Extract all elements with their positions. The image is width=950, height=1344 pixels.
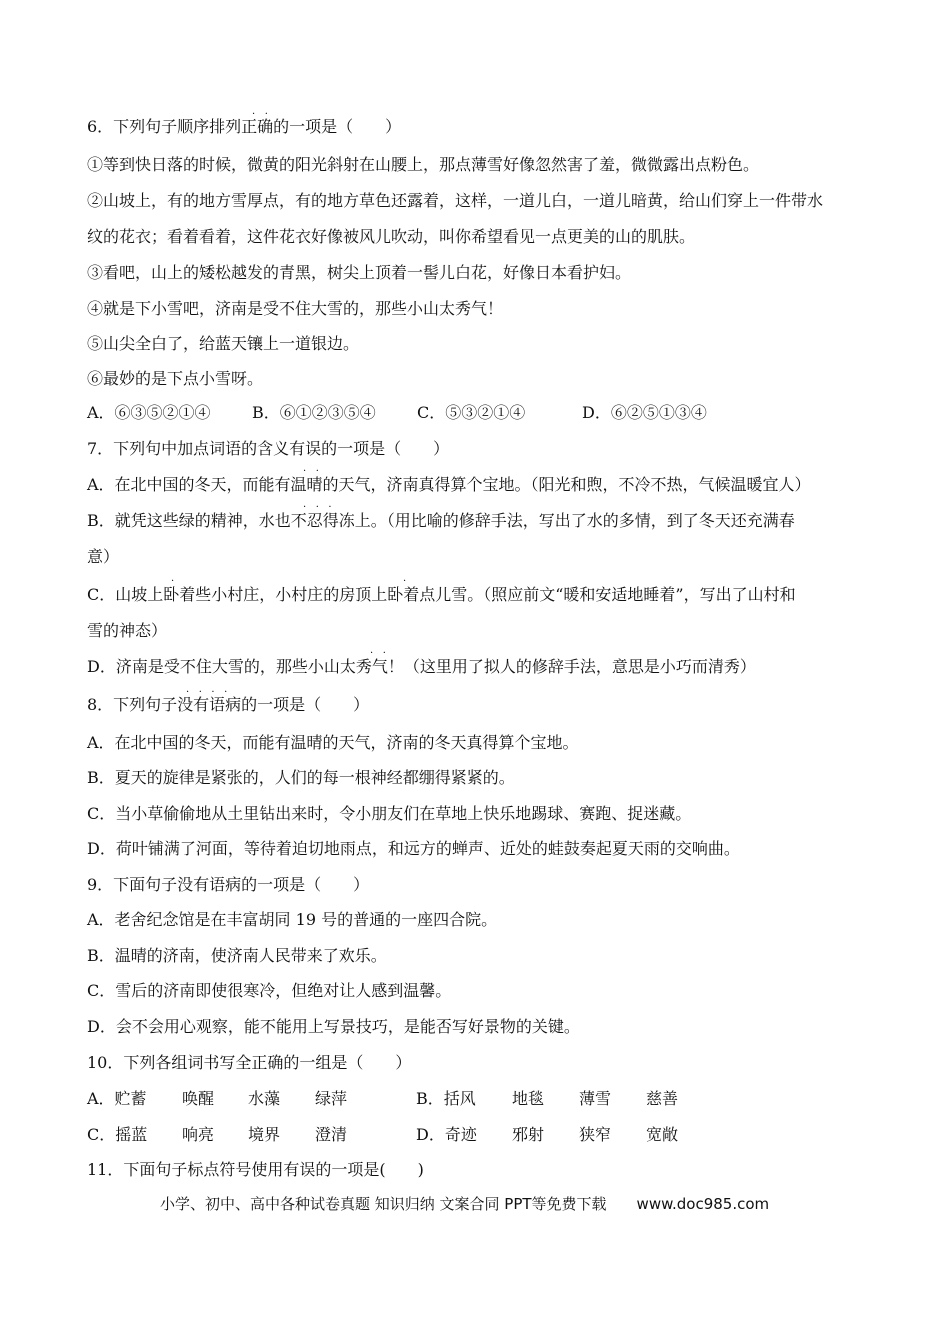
q10-a-word-4: 绿萍 bbox=[315, 1089, 348, 1108]
q10-b-word-4: 慈善 bbox=[646, 1089, 679, 1108]
emphasis-dots: · · · · bbox=[186, 687, 228, 698]
q8-option-a: A．在北中国的冬天，而能有温晴的天气，济南的冬天真得算个宝地。 bbox=[87, 733, 579, 752]
q10-b-word-3: 薄雪 bbox=[579, 1089, 612, 1108]
emphasis-dots: · bbox=[171, 576, 175, 587]
q10-a-word-2: 唤醒 bbox=[182, 1089, 215, 1108]
q10-d-word-4: 宽敞 bbox=[646, 1125, 679, 1144]
q7-option-a: A．在北中国的冬天，而能有温晴的天气，济南真得算个宝地。（阳光和煦，不冷不热，气候温暖宜人） bbox=[87, 475, 811, 494]
q6-sentence-5: ⑤山尖全白了，给蓝天镶上一道银边。 bbox=[87, 334, 360, 353]
q7-option-c1: C．山坡上卧着些小村庄，小村庄的房顶上卧着点儿雪。（照应前文“暖和安适地睡着”，写出了山村和 bbox=[87, 585, 796, 604]
q8-option-b: B．夏天的旋律是紧张的，人们的每一根神经都绷得紧紧的。 bbox=[87, 768, 515, 787]
q10-d-word-2: 邪射 bbox=[512, 1125, 545, 1144]
q10-c-word-1: C．摇蓝 bbox=[87, 1125, 148, 1144]
emphasis-dots: · · bbox=[370, 648, 386, 659]
emphasis-dots: · · bbox=[252, 109, 268, 120]
q9-option-c: C．雪后的济南即使很寒冷，但绝对让人感到温馨。 bbox=[87, 981, 452, 1000]
q7-option-b2: 意） bbox=[87, 547, 120, 566]
emphasis-dots: · bbox=[403, 576, 407, 587]
q10-stem: 10．下列各组词书写全正确的一组是（ ） bbox=[87, 1053, 412, 1072]
q10-b-word-2: 地毯 bbox=[512, 1089, 545, 1108]
q10-a-word-3: 水藻 bbox=[248, 1089, 281, 1108]
q6-sentence-2a: ②山坡上，有的地方雪厚点，有的地方草色还露着，这样，一道儿白，一道儿暗黄，给山们穿上一件带水 bbox=[87, 191, 824, 210]
q7-option-d: D．济南是受不住大雪的，那些小山太秀气！（这里用了拟人的修辞手法，意思是小巧而清秀） bbox=[87, 657, 756, 676]
emphasis-dots: · · bbox=[303, 466, 319, 477]
emphasis-dots: · · · bbox=[303, 502, 332, 513]
q11-stem: 11．下面句子标点符号使用有误的一项是( ) bbox=[87, 1160, 424, 1179]
q10-c-word-4: 澄清 bbox=[315, 1125, 348, 1144]
q9-stem: 9．下面句子没有语病的一项是（ ） bbox=[87, 875, 370, 894]
q6-sentence-4: ④就是下小雪吧，济南是受不住大雪的，那些小山太秀气！ bbox=[87, 299, 504, 318]
q6-stem: 6．下列句子顺序排列正确的一项是（ ） bbox=[87, 117, 402, 136]
q10-d-word-1: D．奇迹 bbox=[416, 1125, 477, 1144]
q6-sentence-2b: 纹的花衣；看着看着，这件花衣好像被风儿吹动，叫你希望看见一点更美的山的肌肤。 bbox=[87, 227, 696, 246]
q7-stem: 7．下列句中加点词语的含义有误的一项是（ ） bbox=[87, 439, 450, 458]
q7-option-b1: B．就凭这些绿的精神，水也不忍得冻上。（用比喻的修辞手法，写出了水的多情，到了冬天还充满春 bbox=[87, 511, 795, 530]
q10-b-word-1: B．括风 bbox=[416, 1089, 476, 1108]
q6-option-a: A．⑥③⑤②①④ bbox=[87, 403, 211, 422]
q8-stem: 8．下列句子没有语病的一项是（ ） bbox=[87, 695, 370, 714]
q10-c-word-2: 响亮 bbox=[182, 1125, 215, 1144]
q9-option-b: B．温晴的济南，使济南人民带来了欢乐。 bbox=[87, 946, 387, 965]
q6-option-d: D．⑥②⑤①③④ bbox=[582, 403, 707, 422]
q6-sentence-6: ⑥最妙的是下点小雪呀。 bbox=[87, 369, 264, 388]
footer-banner: 小学、初中、高中各种试卷真题 知识归纳 文案合同 PPT等免费下载 www.doc985.com bbox=[160, 1195, 770, 1213]
q10-a-word-1: A．贮蓄 bbox=[87, 1089, 147, 1108]
q6-option-c: C．⑤③②①④ bbox=[417, 403, 526, 422]
q9-option-a: A．老舍纪念馆是在丰富胡同 19 号的普通的一座四合院。 bbox=[87, 910, 498, 929]
q10-d-word-3: 狭窄 bbox=[579, 1125, 612, 1144]
q8-option-d: D．荷叶铺满了河面，等待着迫切地雨点，和远方的蝉声、近处的蛙鼓奏起夏天雨的交响曲。 bbox=[87, 839, 740, 858]
q6-option-b: B．⑥①②③⑤④ bbox=[252, 403, 376, 422]
q9-option-d: D．会不会用心观察，能不能用上写景技巧，是能否写好景物的关键。 bbox=[87, 1017, 580, 1036]
q6-sentence-3: ③看吧，山上的矮松越发的青黑，树尖上顶着一髻儿白花，好像日本看护妇。 bbox=[87, 263, 632, 282]
q7-option-c2: 雪的神态） bbox=[87, 621, 168, 640]
q10-c-word-3: 境界 bbox=[248, 1125, 281, 1144]
q6-sentence-1: ①等到快日落的时候，微黄的阳光斜射在山腰上，那点薄雪好像忽然害了羞，微微露出点粉色。 bbox=[87, 155, 760, 174]
q8-option-c: C．当小草偷偷地从土里钻出来时，令小朋友们在草地上快乐地踢球、赛跑、捉迷藏。 bbox=[87, 804, 692, 823]
